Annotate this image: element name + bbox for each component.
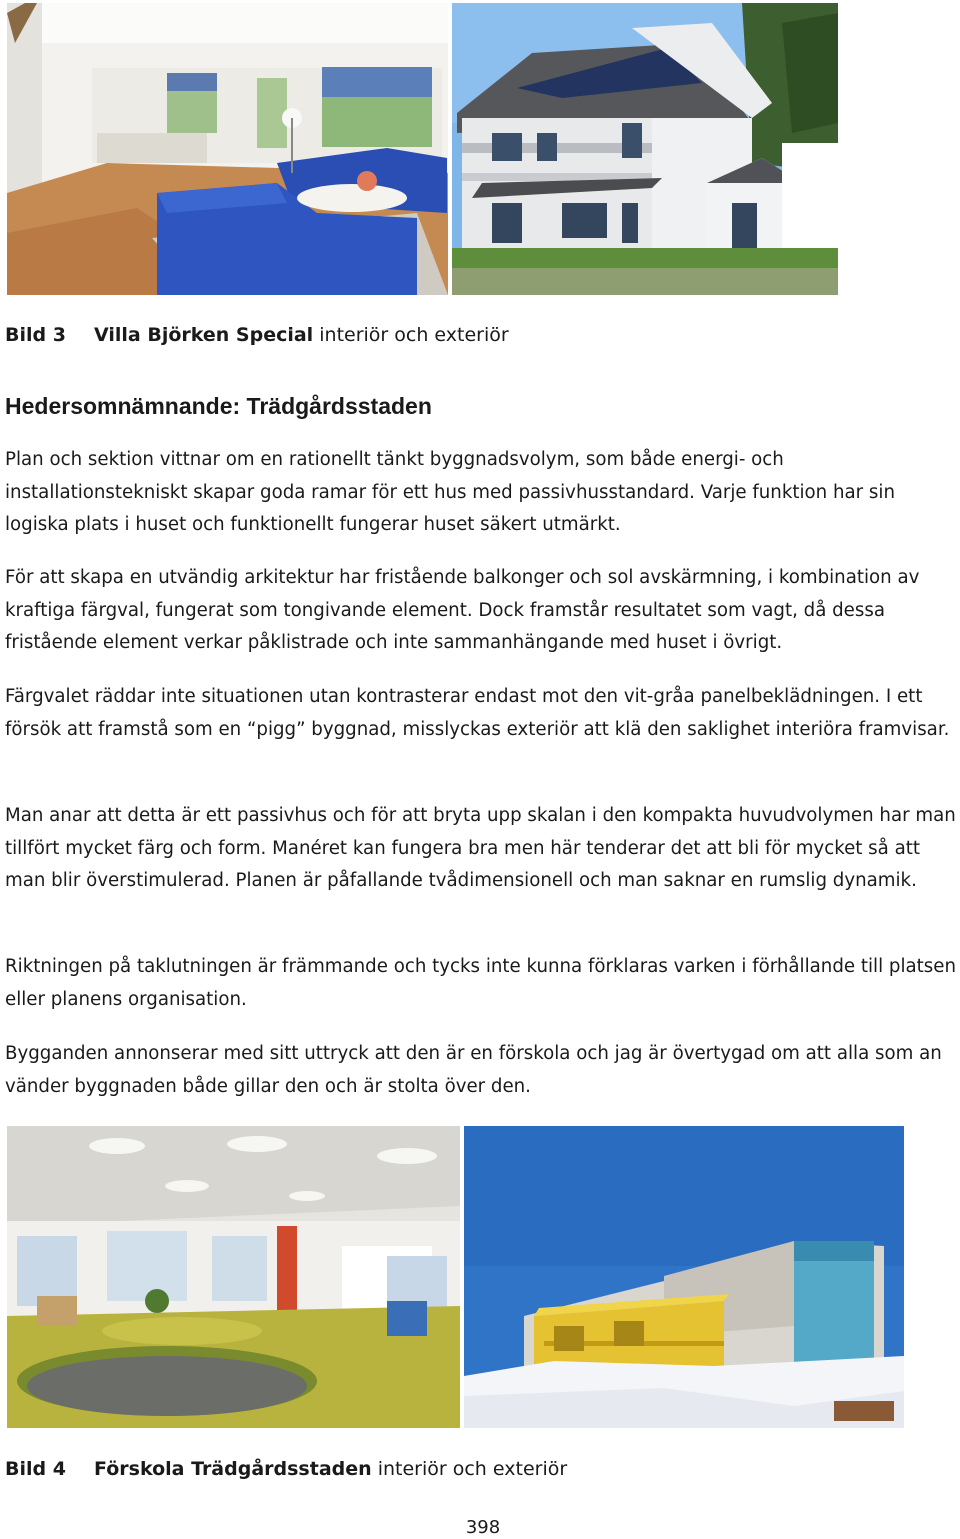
caption-number: Bild 4 (5, 1458, 66, 1480)
photo-villa-exterior (452, 3, 838, 295)
paragraph-5: Riktningen på taklutningen är främmande och tycks inte kunna förklaras varken i förhållande till platsen eller planens organisation. (5, 956, 956, 1010)
photo-villa-interior (7, 3, 448, 295)
photo-preschool-interior (7, 1126, 460, 1428)
caption-project-name: Förskola Trädgårdsstaden (94, 1458, 372, 1480)
caption-project-name: Villa Björken Special (94, 324, 314, 346)
paragraph-4: Man anar att detta är ett passivhus och för att bryta upp skalan i den kompakta huvudvolymen har man tillfört mycket färg och form. Manéret kan fungera bra men här tenderar det att bli för mycket så att man blir överstimulerad. Planen är påfallande tvådimensionell och man saknar en rumslig dynamik. (5, 805, 956, 892)
section-heading: Hedersomnämnande: Trädgårdsstaden (5, 393, 432, 419)
caption-number: Bild 3 (5, 324, 66, 346)
page-number: 398 (465, 1517, 501, 1538)
paragraph-1: Plan och sektion vittnar om en rationellt tänkt byggnadsvolym, som både energi- och installationstekniskt skapar goda ramar för ett hus med passivhusstandard. Varje funktion har sin logiska plats i huset och funktionellt fungerar huset säkert utmärkt. (5, 449, 895, 536)
caption-description: interiör och exteriör (371, 1458, 568, 1480)
paragraph-2: För att skapa en utvändig arkitektur har fristående balkonger och sol avskärmning, i kombination av kraftiga färgval, fungerat som tongivande element. Dock framstår resultatet som vagt, då dessa fristående element verkar påklistrade och inte sammanhängande med huset i övrigt. (5, 567, 920, 654)
paragraph-6: Bygganden annonserar med sitt uttryck att den är en förskola och jag är övertygad om att alla som an vänder byggnaden både gillar den och är stolta över den. (5, 1043, 942, 1097)
photo-preschool-exterior (464, 1126, 904, 1428)
figure-caption-bild-3 (5, 323, 509, 347)
caption-description: interiör och exteriör (313, 324, 509, 346)
paragraph-3: Färgvalet räddar inte situationen utan kontrasterar endast mot den vit-gråa panelbeklädningen. I ett försök att framstå som en “pigg” byggnad, misslyckas exteriör att klä den saklighet interiöra framvisar. (5, 686, 950, 740)
figure-caption-bild-4 (5, 1457, 567, 1481)
